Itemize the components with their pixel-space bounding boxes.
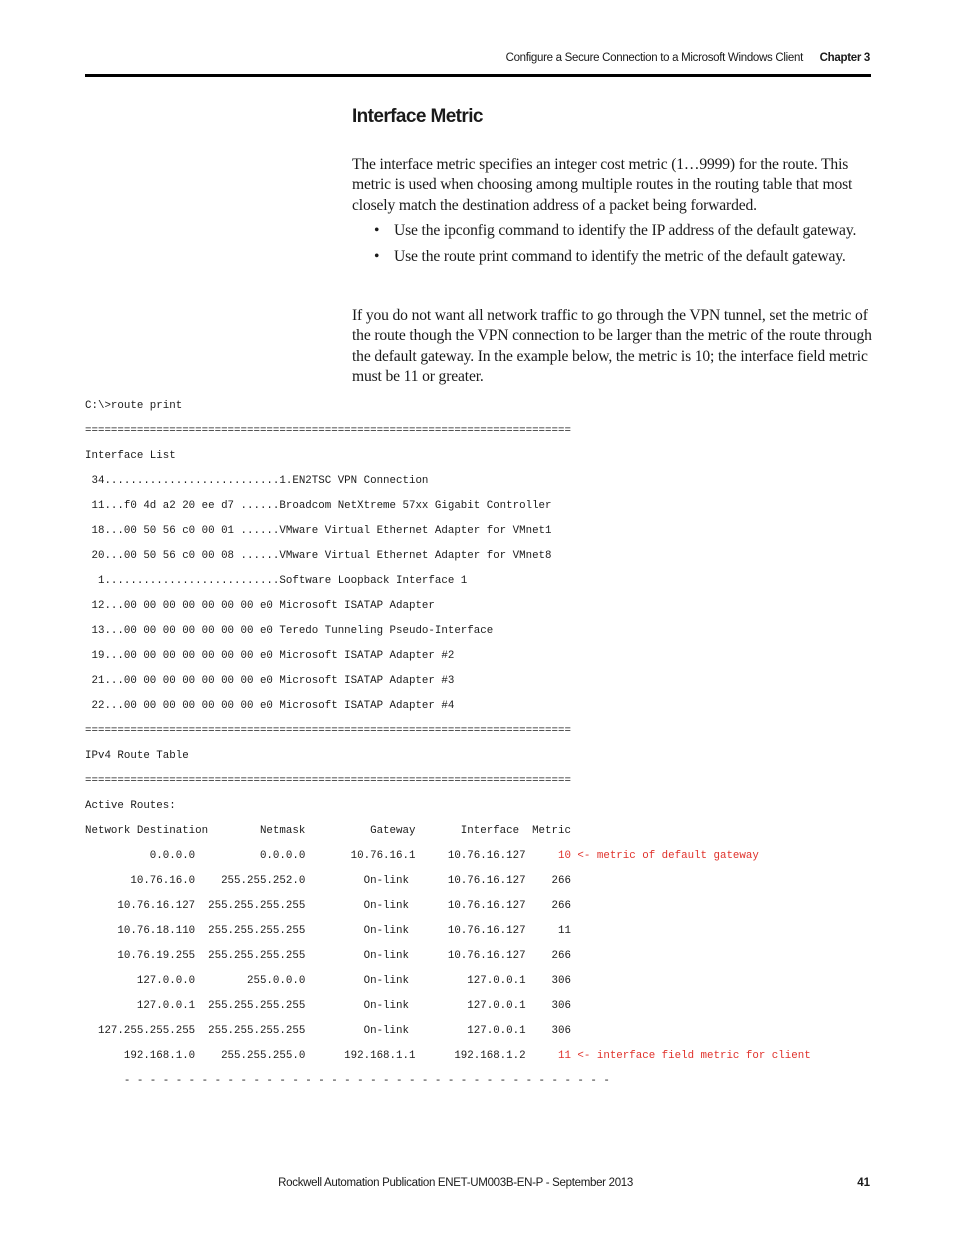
code-route-line	[85, 994, 811, 1019]
list-item-text: Use the route print command to identify the metric of the default gateway.	[394, 248, 846, 265]
code-separator: ===========================================================================	[85, 425, 571, 437]
code-separator: ===========================================================================	[85, 725, 571, 737]
code-interface-line: 19...00 00 00 00 00 00 00 e0 Microsoft ISATAP Adapter #2	[85, 650, 455, 662]
code-route-line	[85, 869, 811, 894]
code-interface-line: 22...00 00 00 00 00 00 00 e0 Microsoft ISATAP Adapter #4	[85, 700, 455, 712]
route-print-output	[85, 394, 811, 1094]
code-separator: ===========================================================================	[85, 775, 571, 787]
code-interface-line: 1...........................Software Loopback Interface 1	[85, 575, 468, 587]
code-columns-header: Network Destination Netmask Gateway Interface Metric	[85, 825, 571, 837]
route-annotation: 10 <- metric of default gateway	[557, 850, 759, 862]
list-item-text: Use the ipconfig command to identify the IP address of the default gateway.	[394, 222, 857, 239]
route-text: 10.76.16.0 255.255.252.0 On-link 10.76.16.127 266	[85, 875, 571, 887]
code-route-line	[85, 919, 811, 944]
running-header-title: Configure a Secure Connection to a Microsoft Windows Client	[505, 52, 803, 64]
route-text: 127.0.0.1 255.255.255.255 On-link 127.0.0.1 306	[85, 1000, 571, 1012]
bullet-list	[352, 220, 882, 272]
code-interface-line: 11...f0 4d a2 20 ee d7 ......Broadcom NetXtreme 57xx Gigabit Controller	[85, 500, 552, 512]
route-text: 127.0.0.0 255.0.0.0 On-link 127.0.0.1 306	[85, 975, 571, 987]
code-interface-line: 20...00 50 56 c0 00 08 ......VMware Virtual Ethernet Adapter for VMnet8	[85, 550, 552, 562]
vpn-paragraph: If you do not want all network traffic to go through the VPN tunnel, set the metric of the route though the VPN connection to be larger than the metric of the route through the default gateway. In the example below, the metric is 10; the interface field metric must be 11 or greater.	[352, 307, 872, 386]
list-item	[352, 220, 882, 241]
route-text: 192.168.1.0 255.255.255.0 192.168.1.1 192.168.1.2	[85, 1050, 558, 1062]
list-item	[352, 246, 882, 267]
route-text: 0.0.0.0 0.0.0.0 10.76.16.1 10.76.16.127	[85, 850, 558, 862]
route-annotation: 11 <- interface field metric for client	[557, 1050, 811, 1062]
footer-publication: Rockwell Automation Publication ENET-UM003B-EN-P - September 2013	[278, 1177, 633, 1189]
code-route-line	[85, 969, 811, 994]
code-interface-line: 13...00 00 00 00 00 00 00 e0 Teredo Tunneling Pseudo-Interface	[85, 625, 494, 637]
code-route-line	[85, 894, 811, 919]
route-text: 10.76.18.110 255.255.255.255 On-link 10.76.16.127 11	[85, 925, 571, 937]
code-command: C:\>route print	[85, 400, 183, 412]
code-interface-list-title: Interface List	[85, 450, 176, 462]
code-interface-line: 12...00 00 00 00 00 00 00 e0 Microsoft ISATAP Adapter	[85, 600, 435, 612]
code-route-line	[85, 1019, 811, 1044]
code-interface-line: 18...00 50 56 c0 00 01 ......VMware Virtual Ethernet Adapter for VMnet1	[85, 525, 552, 537]
route-text: 10.76.19.255 255.255.255.255 On-link 10.76.16.127 266	[85, 950, 571, 962]
header-rule	[85, 74, 871, 77]
bullet-icon: •	[374, 248, 380, 265]
code-continuation: - - - - - - - - - - - - - - - - - - - - - - - - - - - - - - - - - - - - - -	[85, 1075, 610, 1087]
code-route-line	[85, 944, 811, 969]
code-interface-line: 21...00 00 00 00 00 00 00 e0 Microsoft ISATAP Adapter #3	[85, 675, 455, 687]
bullet-icon: •	[374, 222, 380, 239]
code-route-line	[85, 1044, 811, 1069]
page-number: 41	[857, 1177, 870, 1189]
code-route-table-title: IPv4 Route Table	[85, 750, 189, 762]
route-text: 10.76.16.127 255.255.255.255 On-link 10.76.16.127 266	[85, 900, 571, 912]
code-active-routes-label: Active Routes:	[85, 800, 176, 812]
code-interface-line: 34...........................1.EN2TSC VPN Connection	[85, 475, 429, 487]
section-heading: Interface Metric	[352, 106, 483, 127]
route-text: 127.255.255.255 255.255.255.255 On-link 127.0.0.1 306	[85, 1025, 571, 1037]
intro-paragraph: The interface metric specifies an integer cost metric (1…9999) for the route. This metric is used when choosing among multiple routes in the routing table that most closely match the destination address of a packet being forwarded.	[352, 156, 853, 214]
running-header-chapter: Chapter 3	[819, 52, 870, 64]
code-route-line	[85, 844, 811, 869]
